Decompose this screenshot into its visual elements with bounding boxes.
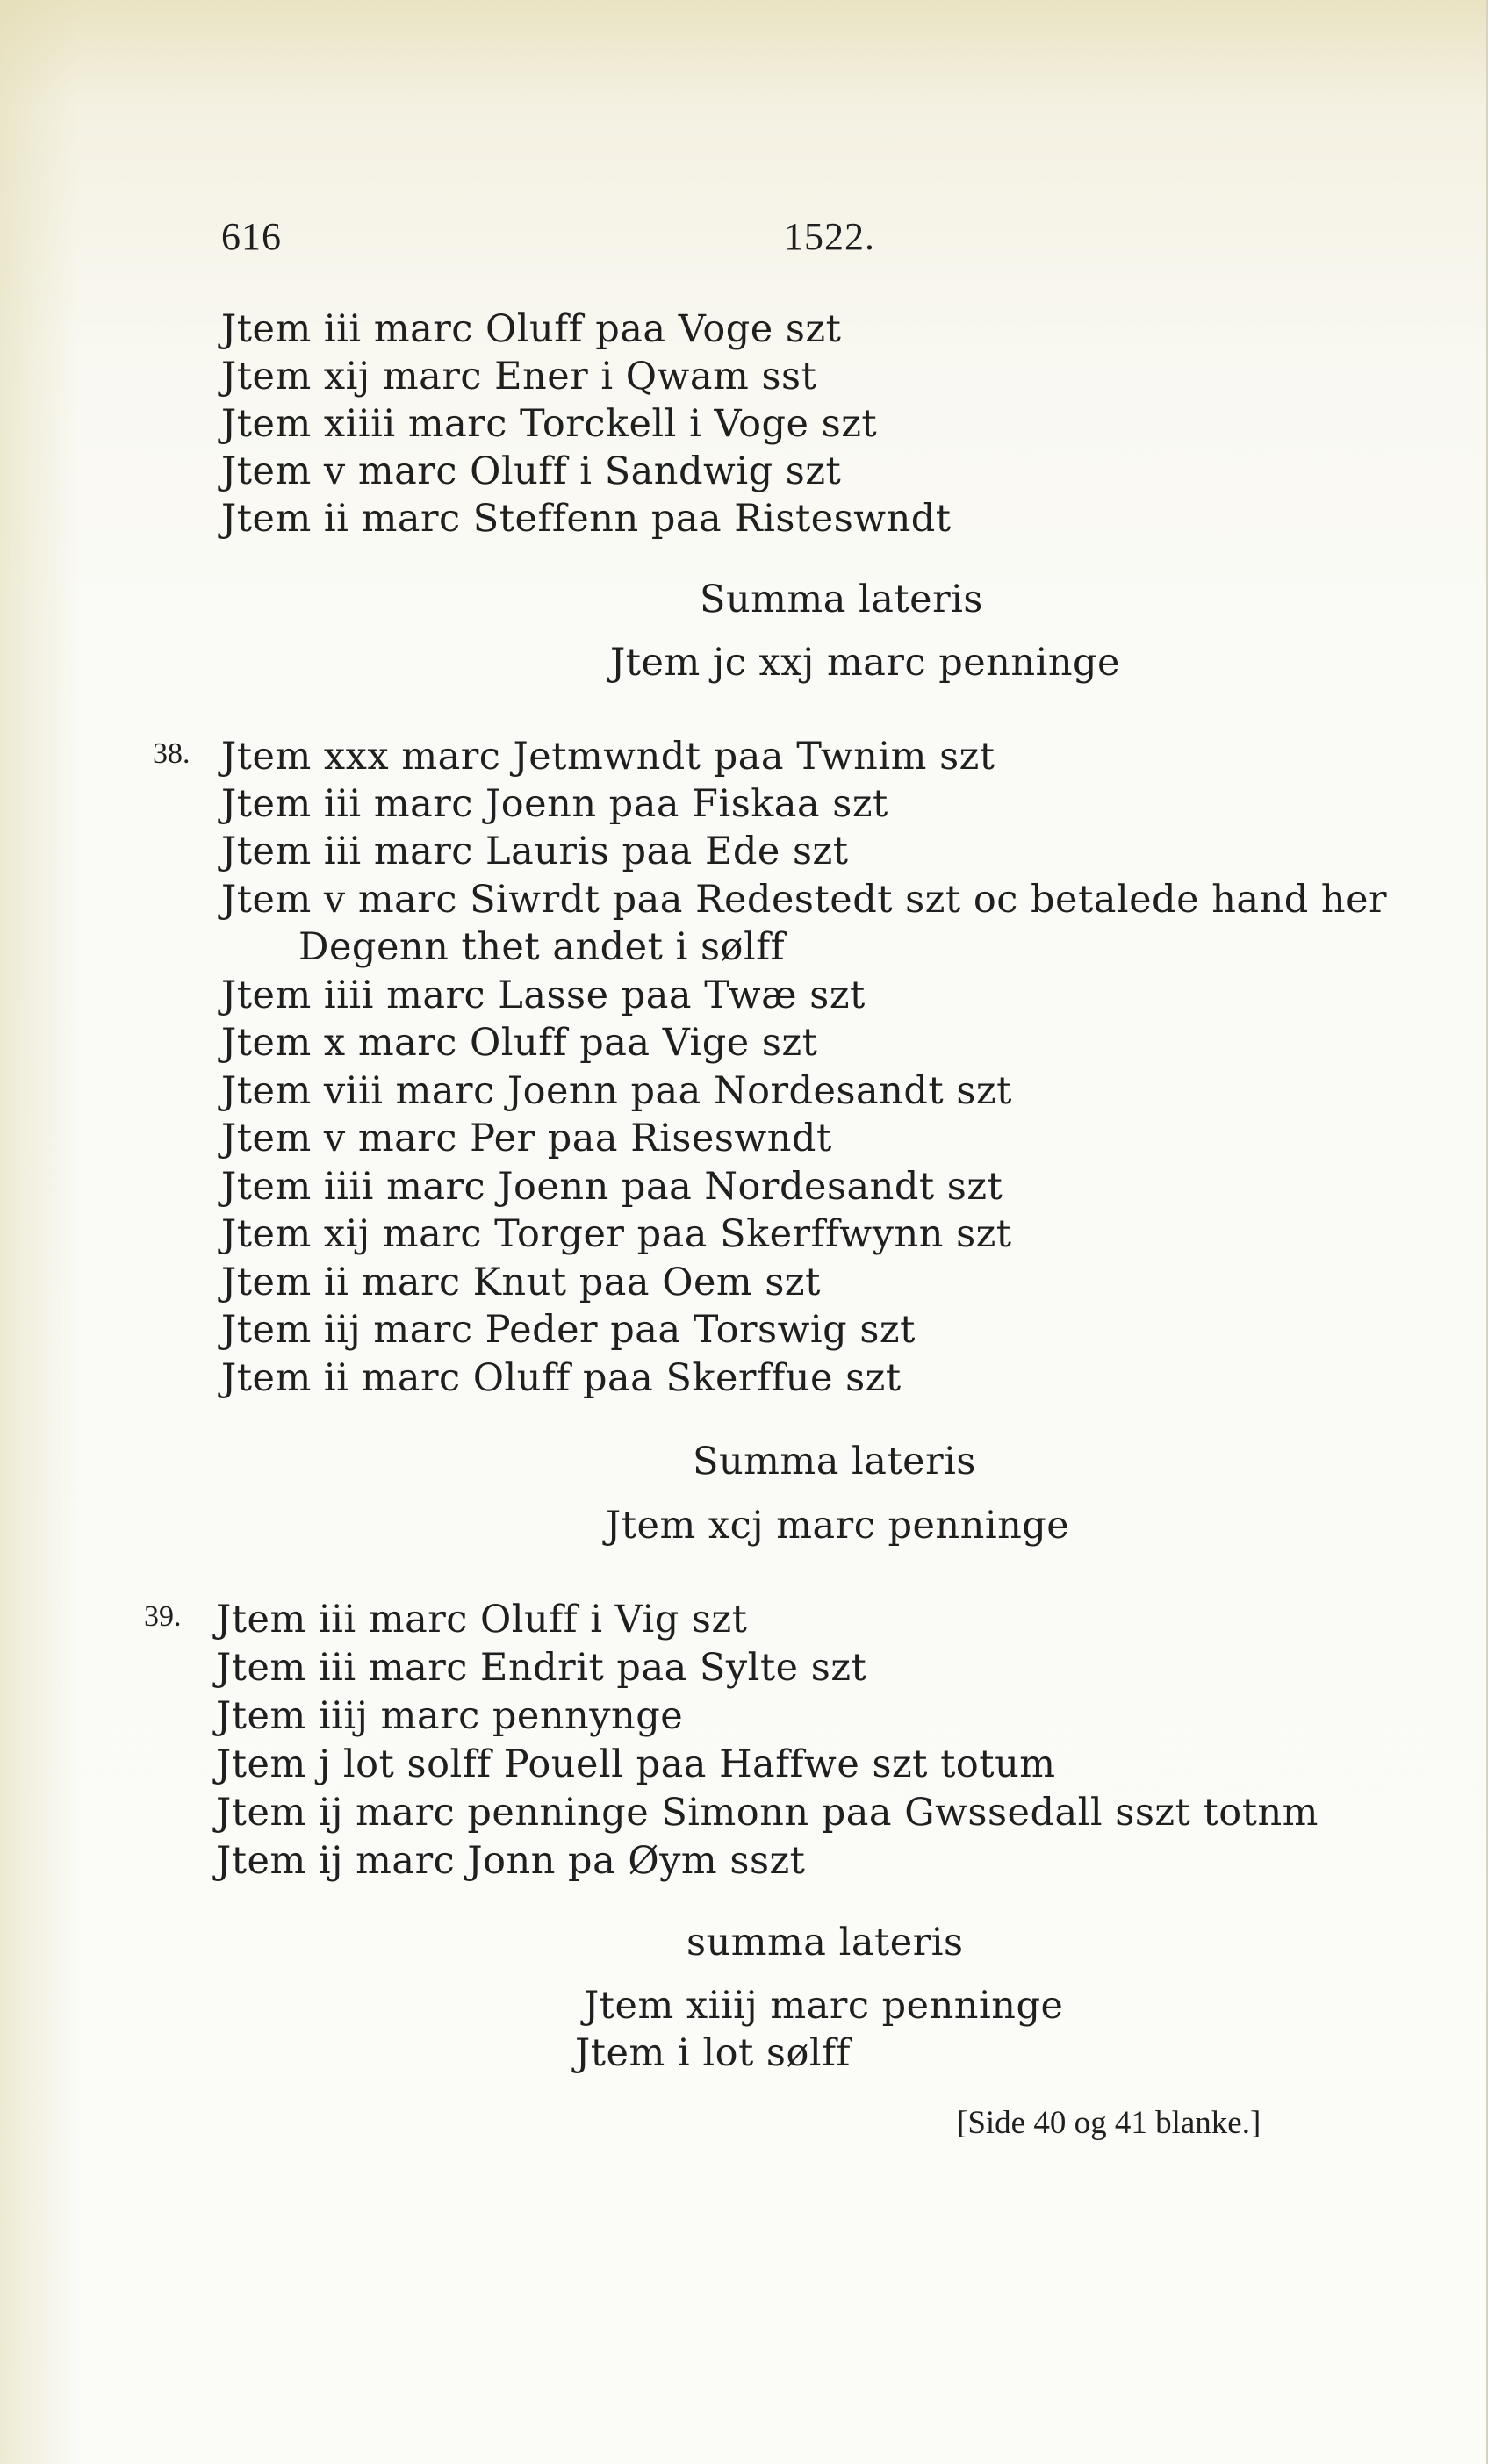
entry-line: Jtem v marc Per paa Riseswndt	[221, 1117, 832, 1160]
entry-line: Jtem ij marc Jonn pa Øym sszt	[216, 1839, 806, 1883]
entry-line: Jtem viii marc Joenn paa Nordesandt szt	[221, 1069, 1012, 1113]
entry-line: Jtem iiii marc Lasse paa Twæ szt	[221, 973, 866, 1017]
page-year: 1522.	[784, 215, 875, 258]
entry-line-continuation: Degenn thet andet i sølff	[298, 925, 786, 969]
entry-line: Jtem xij marc Ener i Qwam sst	[221, 355, 817, 399]
entry-line: Jtem iij marc Peder paa Torswig szt	[221, 1308, 916, 1352]
entry-line: Jtem j lot solff Pouell paa Haffwe szt totum	[216, 1742, 1056, 1786]
summa-lateris: Summa lateris	[693, 1440, 976, 1483]
entry-line: Jtem ii marc Knut paa Oem szt	[221, 1261, 821, 1304]
entry-line: Jtem x marc Oluff paa Vige szt	[221, 1021, 818, 1065]
section-number: 39.	[144, 1600, 182, 1633]
page-number: 616	[221, 215, 282, 258]
entry-line: Jtem v marc Siwrdt paa Redestedt szt oc betalede hand her	[221, 878, 1388, 922]
entry-line: Jtem iiij marc pennynge	[216, 1694, 684, 1738]
entry-line: Jtem ii marc Steffenn paa Risteswndt	[221, 497, 952, 541]
sum-total: Jtem i lot sølff	[575, 2031, 851, 2075]
footnote-blank-pages: [Side 40 og 41 blanke.]	[957, 2105, 1261, 2141]
entry-line: Jtem xij marc Torger paa Skerffwynn szt	[221, 1212, 1012, 1256]
sum-total: Jtem xcj marc penninge	[606, 1504, 1070, 1548]
entry-line: Jtem iii marc Endrit paa Sylte szt	[216, 1646, 867, 1690]
entry-line: Jtem iii marc Oluff i Vig szt	[216, 1598, 748, 1641]
entry-line: Jtem xxx marc Jetmwndt paa Twnim szt	[221, 735, 995, 779]
entry-line: Jtem ij marc penninge Simonn paa Gwssedall sszt totnm	[216, 1791, 1319, 1835]
entry-line: Jtem iii marc Lauris paa Ede szt	[221, 830, 849, 873]
summa-lateris: Summa lateris	[700, 578, 983, 621]
summa-lateris: summa lateris	[686, 1921, 964, 1965]
section-number: 38.	[153, 737, 190, 770]
sum-total: Jtem jc xxj marc penninge	[610, 641, 1120, 685]
page-edge	[1486, 0, 1502, 2464]
sum-total: Jtem xiiij marc penninge	[584, 1984, 1064, 2028]
entry-line: Jtem iii marc Joenn paa Fiskaa szt	[221, 782, 888, 826]
entry-line: Jtem iii marc Oluff paa Voge szt	[221, 307, 842, 351]
entry-line: Jtem iiii marc Joenn paa Nordesandt szt	[221, 1165, 1003, 1209]
entry-line: Jtem xiiii marc Torckell i Voge szt	[221, 402, 878, 446]
entry-line: Jtem ii marc Oluff paa Skerffue szt	[221, 1356, 902, 1400]
entry-line: Jtem v marc Oluff i Sandwig szt	[221, 449, 842, 493]
